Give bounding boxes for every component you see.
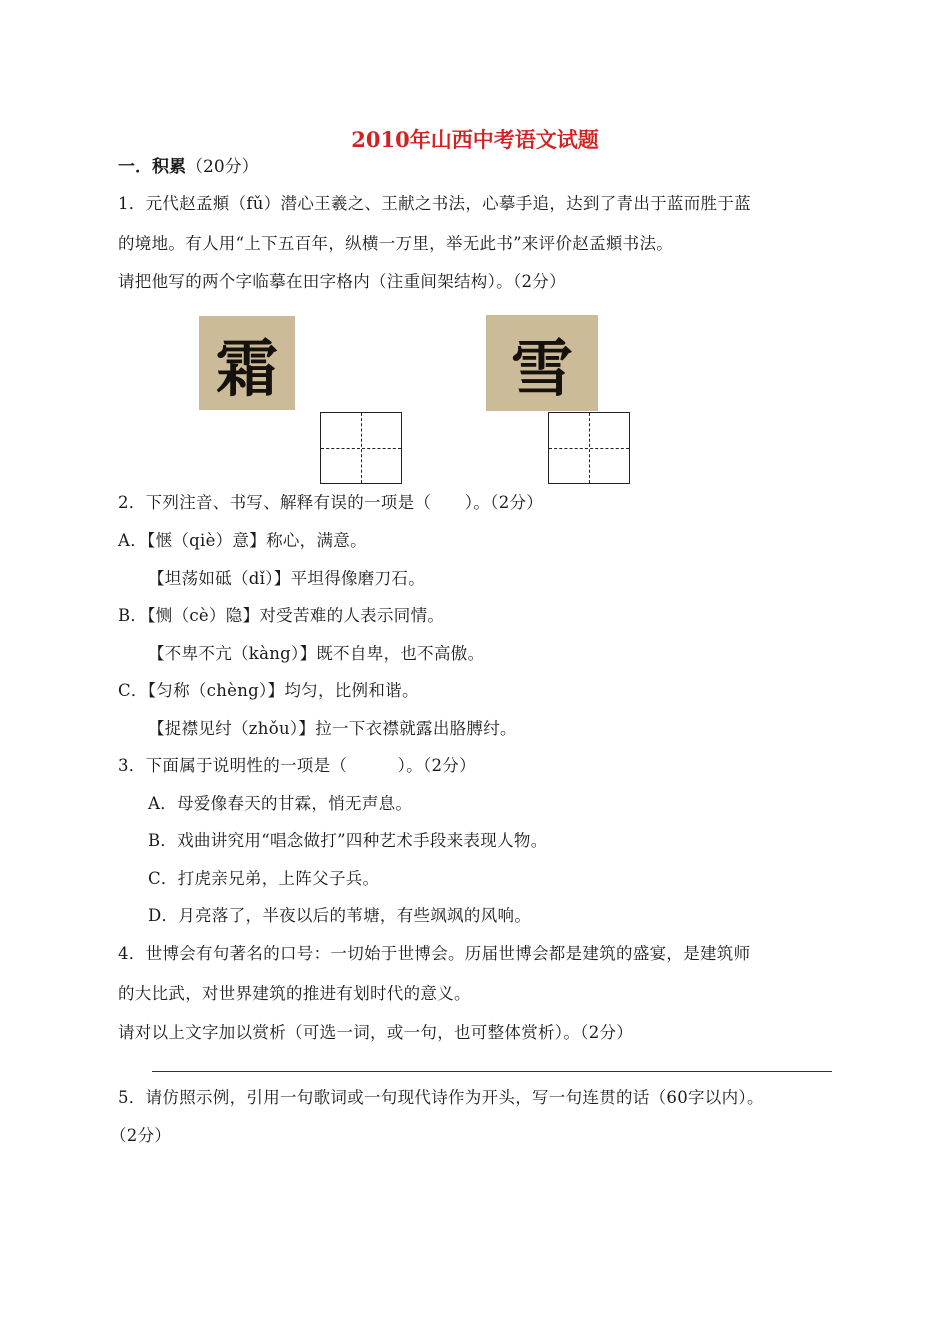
q3-option-d: D．月亮落了，半夜以后的苇塘，有些飒飒的风响。 — [148, 906, 532, 925]
q4-line1: 4．世博会有句著名的口号：一切始于世博会。历届世博会都是建筑的盛宴，是建筑师 — [118, 944, 751, 963]
q3-option-b: B．戏曲讲究用“唱念做打”四种艺术手段来表现人物。 — [148, 831, 548, 850]
section-label: 一．积累 — [118, 157, 186, 177]
calligraphy-char-shuang: 霜 — [215, 331, 278, 405]
q4-line2: 的大比武，对世界建筑的推进有划时代的意义。 — [118, 984, 471, 1003]
q4-answer-line[interactable] — [152, 1071, 832, 1072]
tianzige-box-2[interactable] — [548, 412, 630, 484]
q2-option-a-2: 【坦荡如砥（dǐ）】平坦得像磨刀石。 — [148, 569, 425, 588]
q2-option-b-2: 【不卑不亢（kàng）】既不自卑，也不高傲。 — [148, 644, 485, 663]
q2-option-b-1: B．【恻（cè）隐】对受苦难的人表示同情。 — [118, 606, 445, 625]
q5-line1: 5．请仿照示例，引用一句歌词或一句现代诗作为开头，写一句连贯的话（60字以内）。 — [118, 1088, 764, 1107]
q2-option-c-1: C．【匀称（chèng）】均匀，比例和谐。 — [118, 681, 419, 700]
q2-option-a-1: A．【惬（qiè）意】称心，满意。 — [118, 531, 367, 550]
q1-line1: 1．元代赵孟頫（fǔ）潜心王羲之、王献之书法，心摹手追，达到了青出于蓝而胜于蓝 — [118, 194, 751, 213]
q1-line2: 的境地。有人用“上下五百年，纵横一万里，举无此书”来评价赵孟頫书法。 — [118, 234, 674, 253]
q1-line3: 请把他写的两个字临摹在田字格内（注重间架结构）。（2分） — [118, 272, 566, 291]
calligraphy-image-xue — [486, 315, 598, 411]
q2-option-c-2: 【捉襟见纣（zhǒu）】拉一下衣襟就露出胳膊纣。 — [148, 719, 517, 738]
page-title: 2010年山西中考语文试题 — [351, 127, 599, 152]
q4-line3: 请对以上文字加以赏析（可选一词，或一句，也可整体赏析）。（2分） — [118, 1023, 634, 1042]
section-heading — [118, 152, 259, 177]
q5-line2: （2分） — [110, 1126, 172, 1145]
q2-stem: 2．下列注音、书写、解释有误的一项是（ ）。（2分） — [118, 493, 544, 512]
calligraphy-image-shuang — [199, 316, 295, 410]
grid-horizontal-divider — [549, 448, 629, 449]
q3-option-c: C．打虎亲兄弟，上阵父子兵。 — [148, 869, 380, 888]
section-score: （20分） — [186, 157, 259, 177]
calligraphy-char-xue: 雪 — [510, 331, 573, 405]
tianzige-box-1[interactable] — [320, 412, 402, 484]
q3-option-a: A．母爱像春天的甘霖，悄无声息。 — [148, 794, 413, 813]
grid-horizontal-divider — [321, 448, 401, 449]
q3-stem: 3．下面属于说明性的一项是（ ）。（2分） — [118, 756, 476, 775]
